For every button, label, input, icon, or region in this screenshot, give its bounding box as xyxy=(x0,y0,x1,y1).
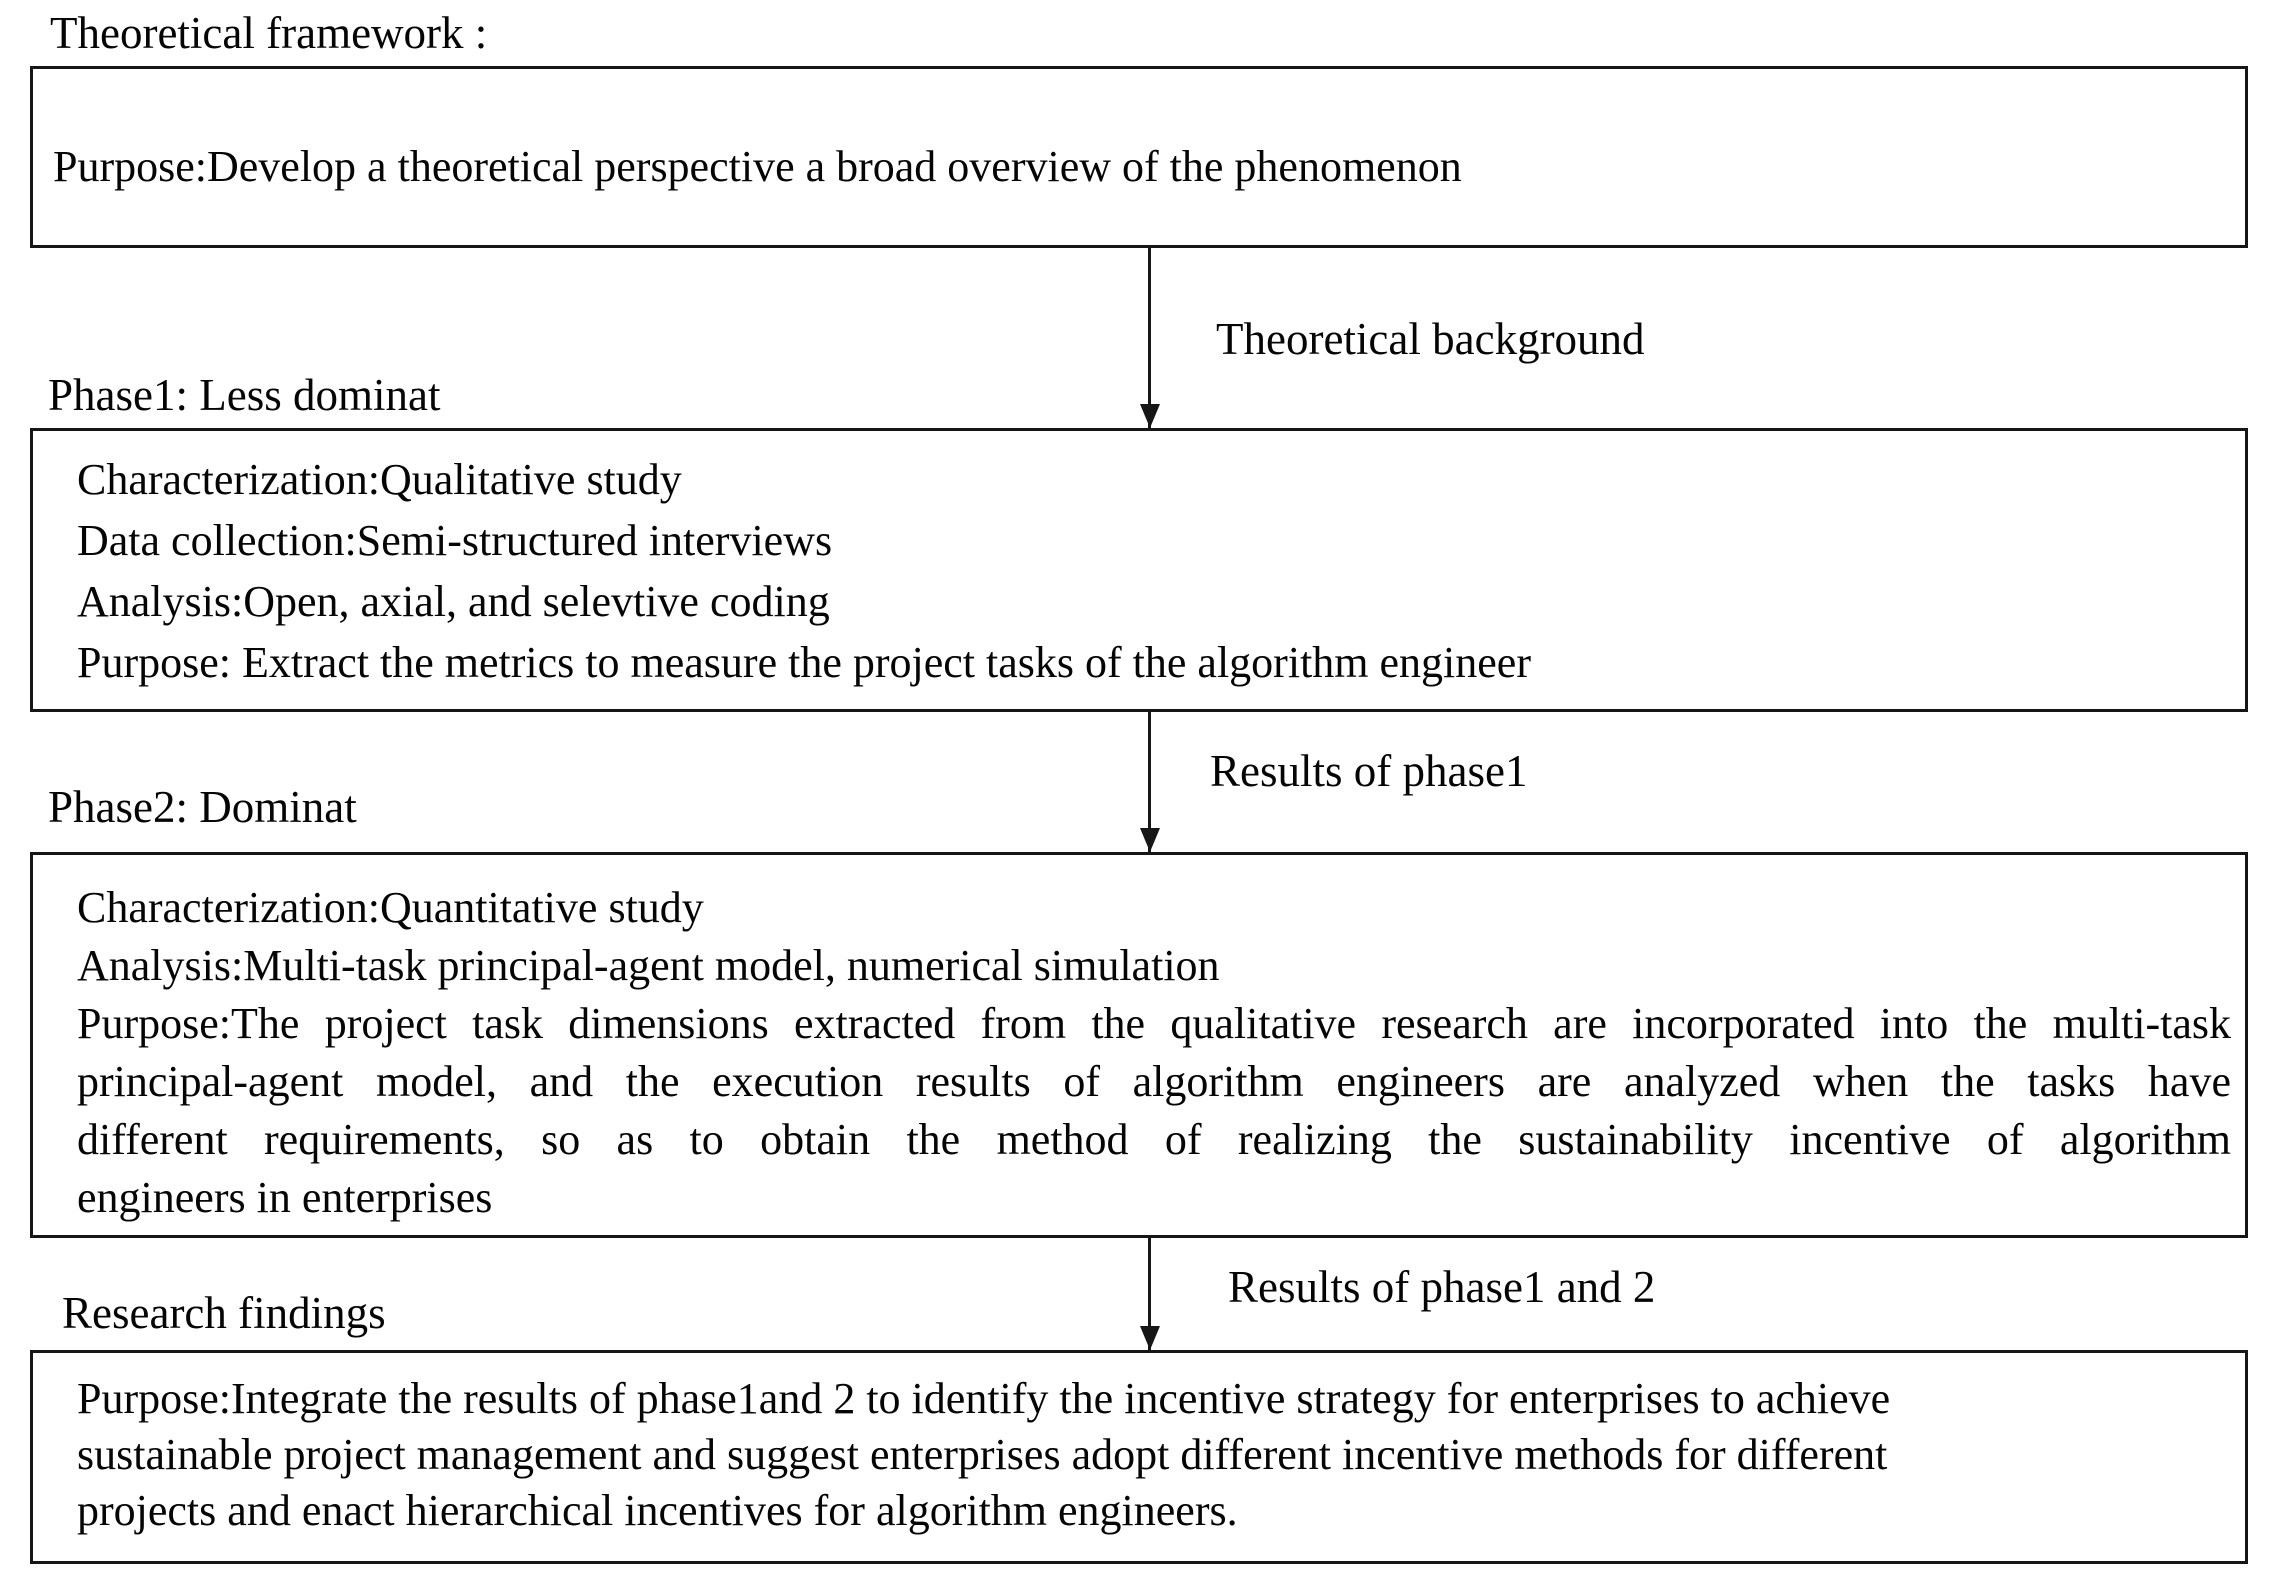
phase2-label: Phase2: Dominat xyxy=(48,782,357,832)
theoretical-framework-box xyxy=(30,66,2248,248)
phase2-purpose-line-4: engineers in enterprises xyxy=(77,1173,493,1222)
down-arrow-icon xyxy=(1148,248,1151,428)
arrow-label-results-of-phase1-and-2: Results of phase1 and 2 xyxy=(1228,1262,1656,1312)
phase1-characterization-line: Characterization:Qualitative study xyxy=(77,455,682,504)
phase2-purpose-line-2: principal-agent model, and the execution results of algorithm engineers are analyzed when the tasks have xyxy=(77,1057,2231,1106)
phase1-box xyxy=(30,428,2248,712)
findings-purpose-line-3: projects and enact hierarchical incentives for algorithm engineers. xyxy=(77,1486,1238,1535)
phase2-characterization-line: Characterization:Quantitative study xyxy=(77,883,704,932)
phase2-purpose-line-3: different requirements, so as to obtain the method of realizing the sustainability incentive of algorithm xyxy=(77,1115,2231,1164)
phase1-analysis-line: Analysis:Open, axial, and selevtive coding xyxy=(77,577,830,626)
down-arrow-icon xyxy=(1148,712,1151,852)
findings-purpose-line-2: sustainable project management and suggest enterprises adopt different incentive methods for different xyxy=(77,1430,1888,1479)
down-arrow-icon xyxy=(1148,1238,1151,1350)
phase1-purpose-line: Purpose: Extract the metrics to measure the project tasks of the algorithm engineer xyxy=(77,638,1531,687)
phase2-box xyxy=(30,852,2248,1238)
findings-purpose-line-1: Purpose:Integrate the results of phase1and 2 to identify the incentive strategy for enterprises to achieve xyxy=(77,1374,1891,1423)
theoretical-purpose-text: Purpose:Develop a theoretical perspective a broad overview of the phenomenon xyxy=(53,142,1462,191)
phase2-analysis-line: Analysis:Multi-task principal-agent model, numerical simulation xyxy=(77,941,1220,990)
phase2-purpose-line-1: Purpose:The project task dimensions extracted from the qualitative research are incorporated into the multi-task xyxy=(77,999,2231,1048)
arrow-label-results-of-phase1: Results of phase1 xyxy=(1210,746,1528,796)
research-findings-box xyxy=(30,1350,2248,1564)
research-findings-label: Research findings xyxy=(62,1288,386,1338)
phase1-label: Phase1: Less dominat xyxy=(48,370,441,420)
phase1-data-collection-line: Data collection:Semi-structured interviews xyxy=(77,516,833,565)
arrow-label-theoretical-background: Theoretical background xyxy=(1216,314,1645,364)
theoretical-framework-label: Theoretical framework : xyxy=(50,8,488,58)
